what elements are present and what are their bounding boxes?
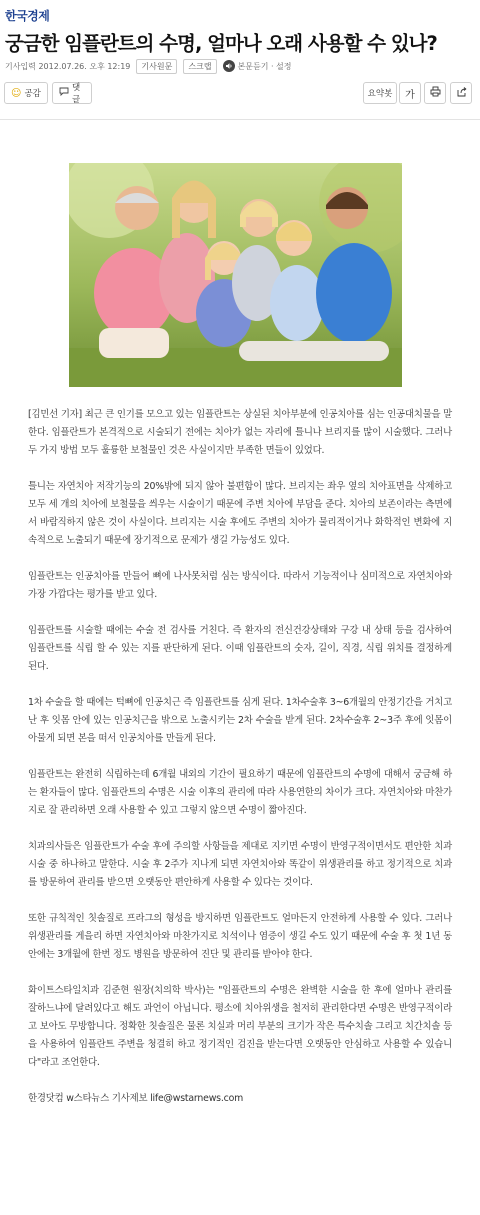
action-bar	[0, 82, 480, 106]
article-paragraph: 임플란트는 인공치아를 만들어 뼈에 나사못처럼 심는 방식이다. 따라서 기능적이나 심미적으로 자연치아와 가장 가깝다는 평가를 받고 있다.	[28, 571, 452, 600]
font-size-button[interactable]: 가	[399, 82, 421, 104]
article-paragraph: 1차 수술을 할 때에는 턱뼈에 인공치근 즉 임플란트를 심게 된다. 1차수술후 3~6개월의 안정기간을 거치고 난 후 잇몸 안에 있는 인공치근을 밖으로 노출시키는 2차 수술을 받게 된다. 2차수술후 2~3주 후에 잇몸이 아물게 되면 본을 떠서 인공치아를 만들게 된다.	[28, 697, 452, 744]
header-divider	[0, 119, 480, 120]
smile-icon: ☺	[11, 87, 22, 99]
article-paragraph: 임플란트는 완전히 식립하는데 6개월 내외의 기간이 필요하기 때문에 임플란트의 수명에 대해서 궁금해 하는 환자들이 많다. 임플란트의 수명은 시술 이후의 관리에 따라 사용연한의 차이가 크다. 자연치아와 마찬가지로 잘 관리하면 오래 사용할 수 있고 그렇지 않으면 수명이 짧아진다.	[28, 769, 452, 816]
article-body	[28, 406, 452, 1108]
article-photo	[69, 163, 402, 387]
publish-date: 기사입력 2012.07.26. 오후 12:19	[5, 61, 131, 71]
printer-icon	[430, 86, 441, 100]
newspaper-brand[interactable]: 한국경제	[5, 9, 50, 23]
article-paragraph: 또한 규칙적인 칫솔질로 프라그의 형성을 방지하면 임플란트도 얼마든지 안전하게 사용할 수 있다. 그러나 위생관리를 게을리 하면 자연치아와 마찬가지로 치석이나 염증이 생길 수도 있기 때문에 수술 후 첫 1년 동안에는 3개월에 한번 정도 병원을 방문하여 진단 및 관리를 받아야 한다.	[28, 913, 452, 960]
article-paragraph: 임플란트를 시술할 때에는 수술 전 검사를 거친다. 즉 환자의 전신건강상태와 구강 내 상태 등을 검사하여 임플란트를 식립 할 수 있는 지를 판단하게 된다. 이때 임플란트의 숫자, 길이, 직경, 식립 위치를 결정하게 된다.	[28, 625, 452, 672]
share-button[interactable]	[450, 82, 472, 104]
like-label: 공감	[24, 89, 41, 99]
article-title: 궁금한 임플란트의 수명, 얼마나 오래 사용할 수 있나?	[5, 32, 437, 55]
listen-button[interactable]	[223, 60, 292, 72]
scrap-button[interactable]: 스크랩	[183, 59, 216, 74]
summary-bot-button[interactable]: 요약봇	[363, 82, 397, 104]
original-article-link[interactable]: 기사원문	[136, 59, 177, 74]
article-paragraph: 틀니는 자연치아 저작기능의 20%밖에 되지 않아 불편함이 많다. 브리지는 좌우 옆의 치아표면을 삭제하고 모두 세 개의 치아에 보철물을 씌우는 시술이기 때문에 주변 치아에 부담을 준다. 치아의 보존이라는 측면에서 바람직하지 않은 것이 사실이다. 브리지는 시술 후에도 주변의 치아가 물리적이거나 화학적인 변화에 지속적으로 노출되기 때문에 장기적으로 문제가 생길 가능성도 있다.	[28, 481, 452, 546]
article-byline: 한경닷컴 w스타뉴스 기사제보 life@wstarnews.com	[28, 1093, 244, 1104]
article-paragraph: [김민선 기자] 최근 큰 인기를 모으고 있는 임플란트는 상실된 치아부분에 인공치아를 심는 인공대치물을 말한다. 임플란트가 본격적으로 시술되기 전에는 치아가 없는 자리에 틀니나 브리지를 많이 시술했다. 그러나 두 가지 방법 모두 훌륭한 보철물인 것은 사실이지만 부족한 면들이 있었다.	[28, 409, 452, 456]
share-icon	[456, 86, 467, 100]
comment-button[interactable]	[52, 82, 92, 104]
article-paragraph: 화이트스타일치과 김준현 원장(치의학 박사)는 "임플란트의 수명은 완벽한 시술을 한 후에 얼마나 관리를 잘하느냐에 달려있다고 해도 과언이 아닙니다. 평소에 치아위생을 철저히 관리한다면 수명은 반영구적이라고 보아도 무방합니다. 정확한 칫솔질은 물론 치실과 머리 부분의 크기가 작은 특수치솔 그리고 치간치솔 등을 사용하여 임플란트 주변을 청결히 하고 정기적인 검진을 받는다면 오랫동안 안심하고 사용할 수 있습니다"라고 조언한다.	[28, 985, 452, 1068]
listen-label: 본문듣기 · 설정	[237, 61, 292, 71]
comment-label: 댓글	[72, 83, 81, 105]
print-button[interactable]	[424, 82, 446, 104]
speech-bubble-icon	[59, 87, 69, 99]
like-button[interactable]	[4, 82, 48, 104]
article-meta	[5, 59, 292, 73]
speaker-icon	[223, 60, 235, 72]
article-paragraph: 치과의사들은 임플란트가 수술 후에 주의할 사항들을 제대로 지키면 수명이 반영구적이면서도 편안한 치과시술 중 하나하고 말한다. 시술 후 2주가 지나게 되면 자연치아와 똑같이 위생관리를 하고 정기적으로 치과를 방문하여 관리를 받으면 오랫동안 편안하게 사용할 수 있다는 것이다.	[28, 841, 452, 888]
